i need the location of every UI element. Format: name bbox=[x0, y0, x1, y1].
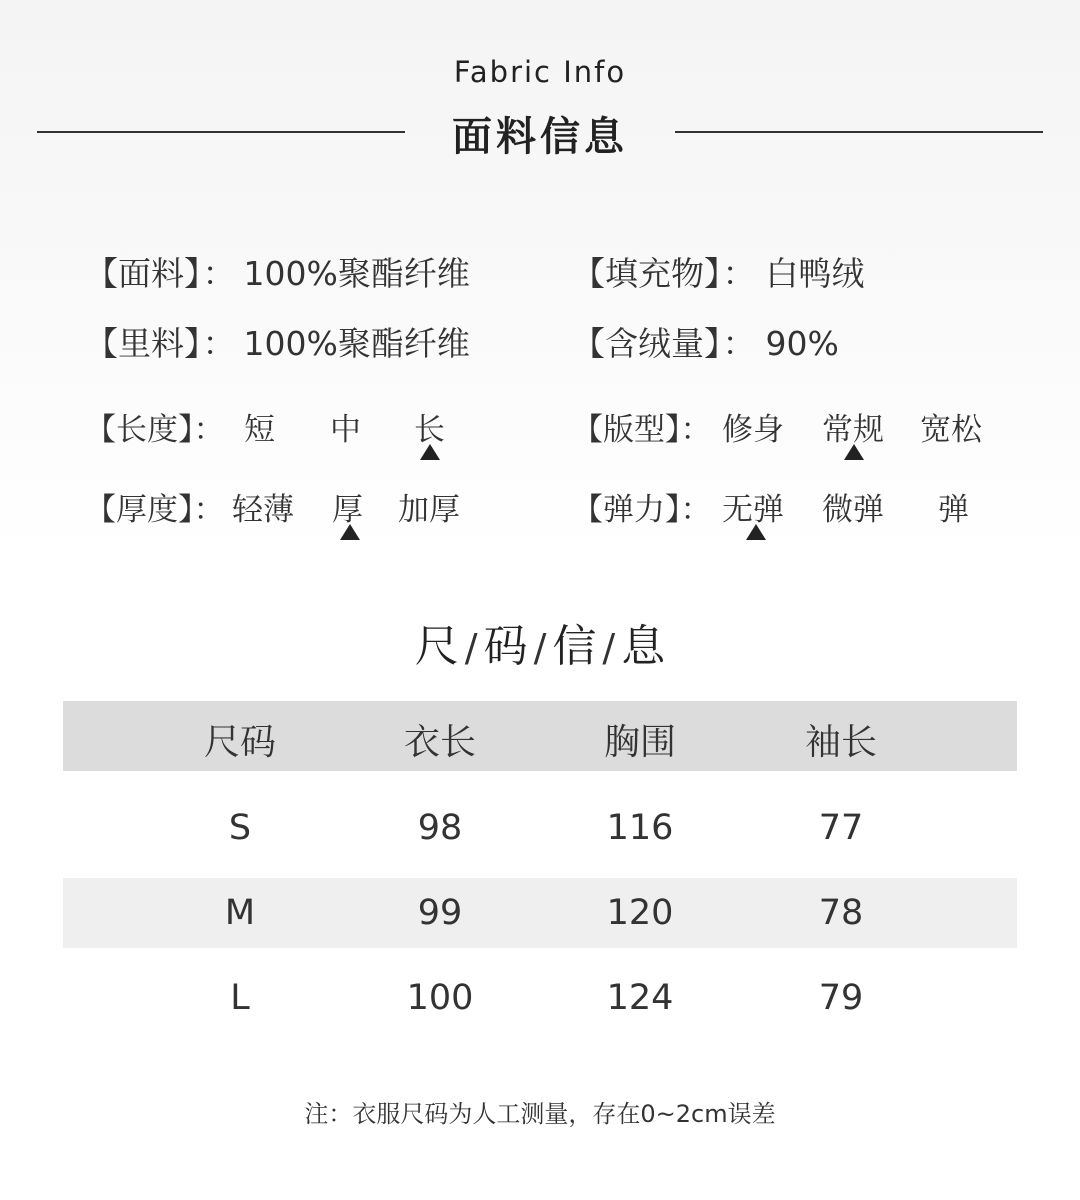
length-selected-triangle-up-icon bbox=[420, 444, 440, 460]
fabric-lining-value: 100%聚酯纤维 bbox=[243, 324, 470, 363]
length-label: 【长度】 bbox=[85, 412, 194, 448]
fabric-info-title-cn: 面料信息 bbox=[452, 114, 628, 160]
row-s-chest: 116 bbox=[606, 808, 674, 848]
length-option-short: 短 bbox=[244, 412, 275, 448]
fabric-lining-colon: ： bbox=[202, 324, 236, 363]
header-divider-right bbox=[675, 131, 1043, 133]
fabric-shell-label: 【面料】 bbox=[85, 254, 201, 293]
fabric-lining-row bbox=[85, 318, 470, 365]
elasticity-option-slight: 微弹 bbox=[822, 492, 884, 528]
table-row bbox=[63, 878, 1017, 948]
fit-option-regular: 常规 bbox=[822, 412, 884, 448]
measurement-note: 注：衣服尺码为人工测量，存在0~2cm误差 bbox=[304, 1100, 776, 1128]
fabric-down-content-label: 【含绒量】 bbox=[572, 324, 721, 363]
elasticity-colon: ： bbox=[680, 492, 712, 528]
fit-option-loose: 宽松 bbox=[920, 412, 982, 448]
size-title-char-1: 尺 bbox=[414, 621, 459, 672]
length-colon: ： bbox=[193, 412, 225, 448]
thickness-label-group bbox=[85, 484, 225, 529]
thickness-colon: ： bbox=[193, 492, 225, 528]
fit-selected-triangle-up-icon bbox=[844, 444, 864, 460]
fabric-shell-row bbox=[85, 248, 470, 295]
row-m-sleeve: 78 bbox=[818, 893, 864, 933]
thickness-option-thick: 厚 bbox=[332, 492, 363, 528]
fabric-info-title-en: Fabric Info bbox=[453, 55, 627, 89]
row-m-chest: 120 bbox=[606, 893, 674, 933]
elasticity-label-group bbox=[572, 484, 712, 529]
size-table-header bbox=[63, 701, 1017, 771]
header-size: 尺码 bbox=[203, 722, 276, 763]
thickness-option-thin: 轻薄 bbox=[232, 492, 294, 528]
elasticity-selected-triangle-up-icon bbox=[746, 524, 766, 540]
elasticity-option-stretch: 弹 bbox=[938, 492, 969, 528]
elasticity-label: 【弹力】 bbox=[572, 492, 681, 528]
fabric-down-content-colon: ： bbox=[722, 324, 756, 363]
size-info-title bbox=[0, 610, 1080, 674]
size-title-separator-2: / bbox=[533, 626, 547, 670]
fit-label-group bbox=[572, 404, 712, 449]
row-m-length: 99 bbox=[417, 893, 463, 933]
row-s-sleeve: 77 bbox=[818, 808, 864, 848]
elasticity-option-none: 无弹 bbox=[722, 492, 784, 528]
fit-label: 【版型】 bbox=[572, 412, 681, 448]
length-option-long: 长 bbox=[414, 412, 445, 448]
table-row bbox=[63, 794, 1017, 864]
fabric-down-content-value: 90% bbox=[765, 324, 839, 363]
fit-colon: ： bbox=[680, 412, 712, 448]
header-sleeve: 袖长 bbox=[804, 722, 877, 763]
size-title-char-3: 信 bbox=[552, 621, 597, 672]
fabric-shell-value: 100%聚酯纤维 bbox=[243, 254, 470, 293]
length-label-group bbox=[85, 404, 225, 449]
fabric-down-content-row bbox=[572, 318, 839, 365]
fabric-filling-colon: ： bbox=[722, 254, 756, 293]
fabric-lining-label: 【里料】 bbox=[85, 324, 201, 363]
length-option-medium: 中 bbox=[330, 412, 361, 448]
thickness-label: 【厚度】 bbox=[85, 492, 194, 528]
fabric-filling-row bbox=[572, 248, 865, 295]
header-length: 衣长 bbox=[403, 722, 476, 763]
row-s-length: 98 bbox=[417, 808, 463, 848]
row-l-chest: 124 bbox=[606, 978, 674, 1018]
row-l-sleeve: 79 bbox=[818, 978, 864, 1018]
size-title-char-4: 息 bbox=[621, 621, 666, 672]
size-title-char-2: 码 bbox=[483, 621, 528, 672]
row-m-size: M bbox=[224, 893, 256, 933]
fabric-filling-label: 【填充物】 bbox=[572, 254, 721, 293]
fabric-shell-colon: ： bbox=[202, 254, 236, 293]
size-title-separator-1: / bbox=[464, 626, 478, 670]
fit-option-slim: 修身 bbox=[722, 412, 784, 448]
thickness-selected-triangle-up-icon bbox=[340, 524, 360, 540]
row-s-size: S bbox=[228, 808, 252, 848]
row-l-size: L bbox=[230, 978, 250, 1018]
size-title-separator-3: / bbox=[602, 626, 616, 670]
row-l-length: 100 bbox=[406, 978, 474, 1018]
table-row bbox=[63, 964, 1017, 1034]
thickness-option-extra-thick: 加厚 bbox=[398, 492, 460, 528]
header-chest: 胸围 bbox=[603, 722, 676, 763]
fabric-filling-value: 白鸭绒 bbox=[765, 254, 865, 293]
